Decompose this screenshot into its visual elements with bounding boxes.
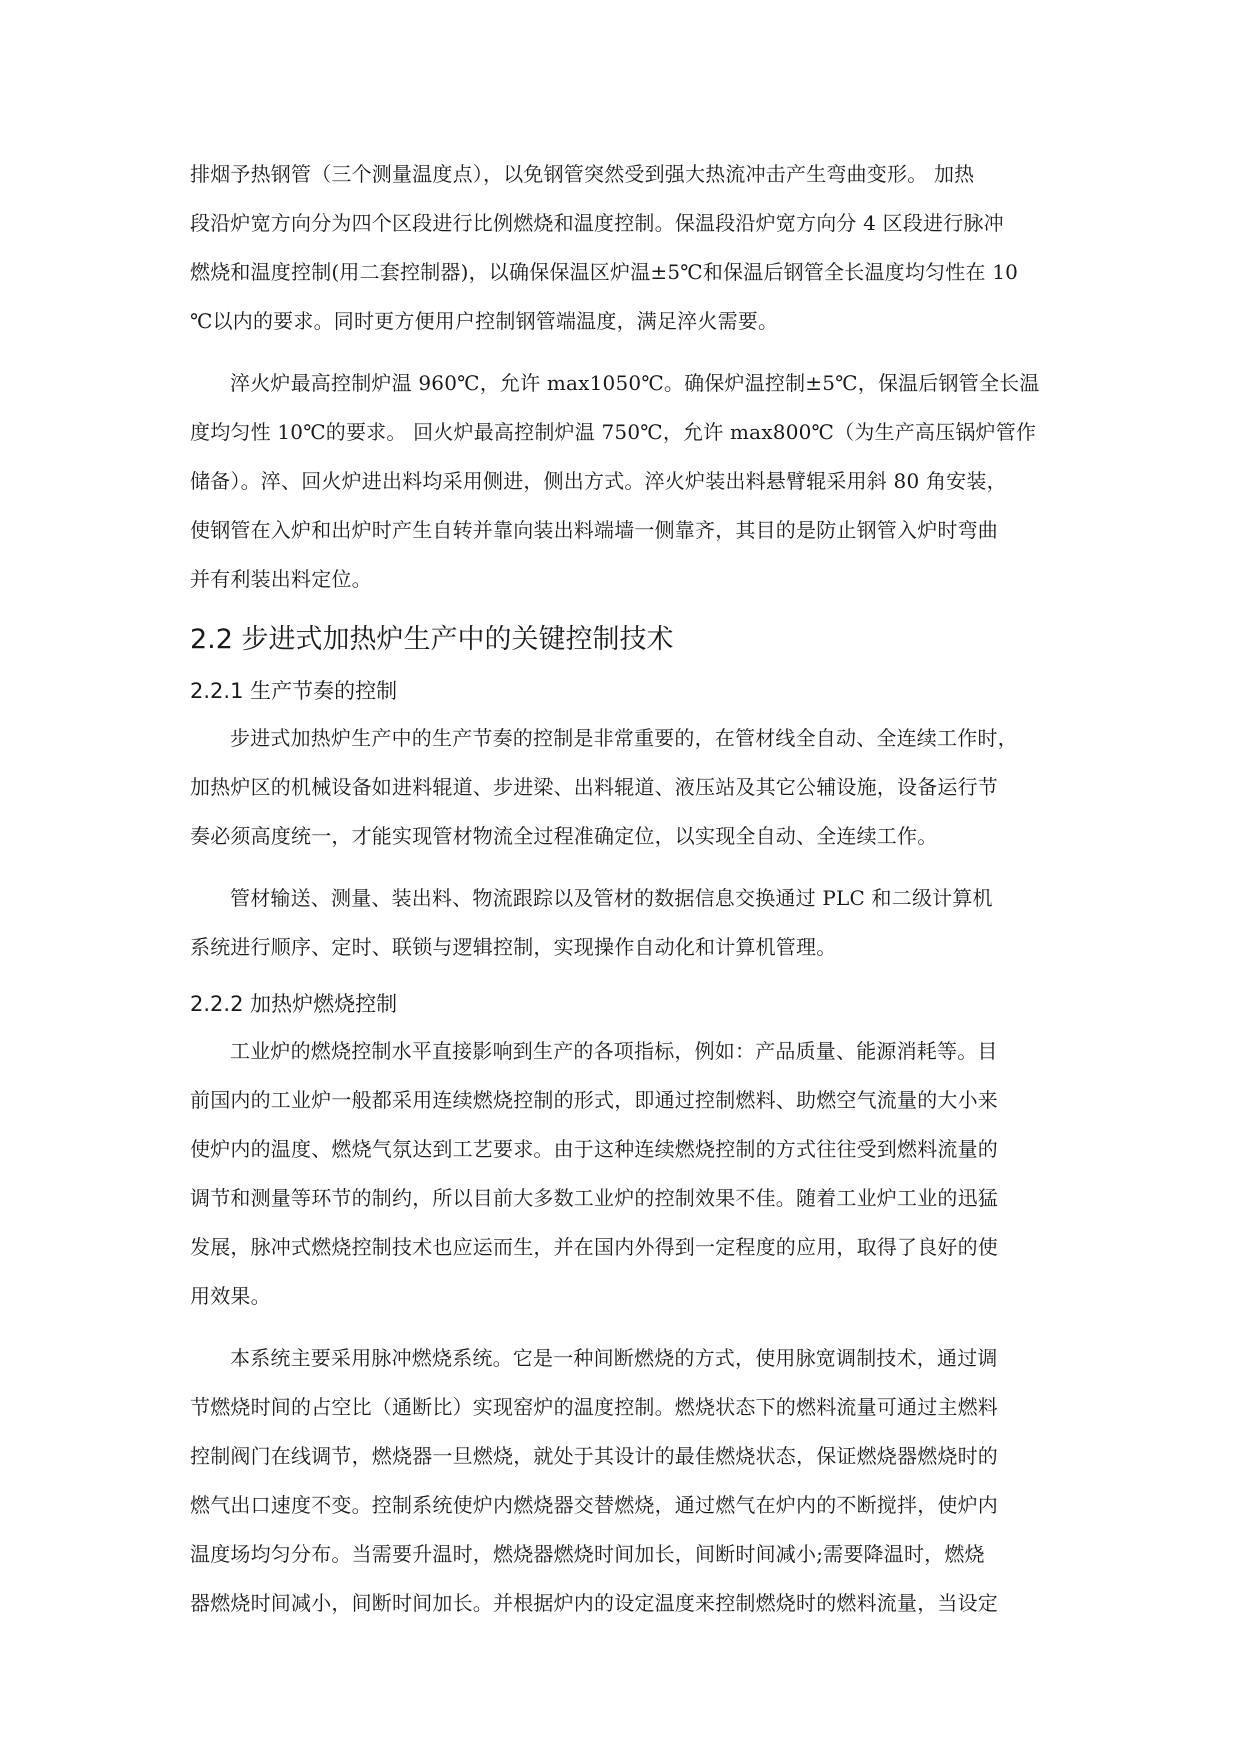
text-line: 用效果。 xyxy=(190,1284,271,1308)
paragraph-reheating-continuation xyxy=(190,150,1058,346)
text-line: 本系统主要采用脉冲燃烧系统。它是一种间断燃烧的方式，使用脉宽调制技术，通过调 xyxy=(230,1346,998,1370)
section-heading-2-2: 2.2 步进式加热炉生产中的关键控制技术 xyxy=(190,624,674,655)
text-line: 并有利装出料定位。 xyxy=(190,567,372,591)
text-line: 节燃烧时间的占空比（通断比）实现窑炉的温度控制。燃烧状态下的燃料流量可通过主燃料 xyxy=(190,1395,998,1419)
text-line: 调节和测量等环节的制约，所以目前大多数工业炉的控制效果不佳。随着工业炉工业的迅猛 xyxy=(190,1186,998,1210)
text-line: 燃烧和温度控制(用二套控制器)，以确保保温区炉温±5℃和保温后钢管全长温度均匀性在 10 xyxy=(190,260,1019,284)
section-heading-2-2-2: 2.2.2 加热炉燃烧控制 xyxy=(190,992,398,1016)
text-line: 加热炉区的机械设备如进料辊道、步进梁、出料辊道、液压站及其它公辅设施，设备运行节 xyxy=(190,775,998,799)
text-line: 器燃烧时间减小，间断时间加长。并根据炉内的设定温度来控制燃烧时的燃料流量，当设定 xyxy=(190,1591,998,1615)
text-line: 奏必须高度统一，才能实现管材物流全过程准确定位，以实现全自动、全连续工作。 xyxy=(190,824,938,848)
text-line: 步进式加热炉生产中的生产节奏的控制是非常重要的，在管材线全自动、全连续工作时， xyxy=(230,726,1018,750)
paragraph-pulse-combustion xyxy=(190,1334,1058,1628)
document-page xyxy=(190,150,1058,1641)
text-line: 段沿炉宽方向分为四个区段进行比例燃烧和温度控制。保温段沿炉宽方向分 4 区段进行脉冲 xyxy=(190,211,1004,235)
text-line: 发展，脉冲式燃烧控制技术也应运而生，并在国内外得到一定程度的应用，取得了良好的使 xyxy=(190,1235,998,1259)
text-line: 燃气出口速度不变。控制系统使炉内燃烧器交替燃烧，通过燃气在炉内的不断搅拌，使炉内 xyxy=(190,1493,998,1517)
text-line: 系统进行顺序、定时、联锁与逻辑控制，实现操作自动化和计算机管理。 xyxy=(190,935,837,959)
section-heading-2-2-1: 2.2.1 生产节奏的控制 xyxy=(190,679,398,703)
text-line: ℃以内的要求。同时更方便用户控制钢管端温度，满足淬火需要。 xyxy=(190,309,779,333)
text-line: 管材输送、测量、装出料、物流跟踪以及管材的数据信息交换通过 PLC 和二级计算机 xyxy=(230,886,993,910)
text-line: 前国内的工业炉一般都采用连续燃烧控制的形式，即通过控制燃料、助燃空气流量的大小来 xyxy=(190,1088,998,1112)
text-line: 使炉内的温度、燃烧气氛达到工艺要求。由于这种连续燃烧控制的方式往往受到燃料流量的 xyxy=(190,1137,998,1161)
paragraph-combustion-control xyxy=(190,1027,1058,1321)
text-line: 储备）。淬、回火炉进出料均采用侧进，侧出方式。淬火炉装出料悬臂辊采用斜 80 角安装， xyxy=(190,469,1007,493)
text-line: 工业炉的燃烧控制水平直接影响到生产的各项指标，例如：产品质量、能源消耗等。目 xyxy=(230,1039,998,1063)
text-line: 温度场均匀分布。当需要升温时，燃烧器燃烧时间加长，间断时间减小;需要降温时，燃烧 xyxy=(190,1542,985,1566)
paragraph-plc-control xyxy=(190,874,1058,972)
paragraph-production-rhythm xyxy=(190,714,1058,861)
paragraph-quench-furnace xyxy=(190,359,1058,604)
text-line: 使钢管在入炉和出炉时产生自转并靠向装出料端墙一侧靠齐，其目的是防止钢管入炉时弯曲 xyxy=(190,518,998,542)
text-line: 控制阀门在线调节，燃烧器一旦燃烧，就处于其设计的最佳燃烧状态，保证燃烧器燃烧时的 xyxy=(190,1444,998,1468)
text-line: 淬火炉最高控制炉温 960℃，允许 max1050℃。确保炉温控制±5℃，保温后钢管全长温 xyxy=(230,371,1040,395)
text-line: 度均匀性 10℃的要求。 回火炉最高控制炉温 750℃，允许 max800℃（为生产高压锅炉管作 xyxy=(190,420,1037,444)
text-line: 排烟予热钢管（三个测量温度点），以免钢管突然受到强大热流冲击产生弯曲变形。 加热 xyxy=(190,162,975,186)
